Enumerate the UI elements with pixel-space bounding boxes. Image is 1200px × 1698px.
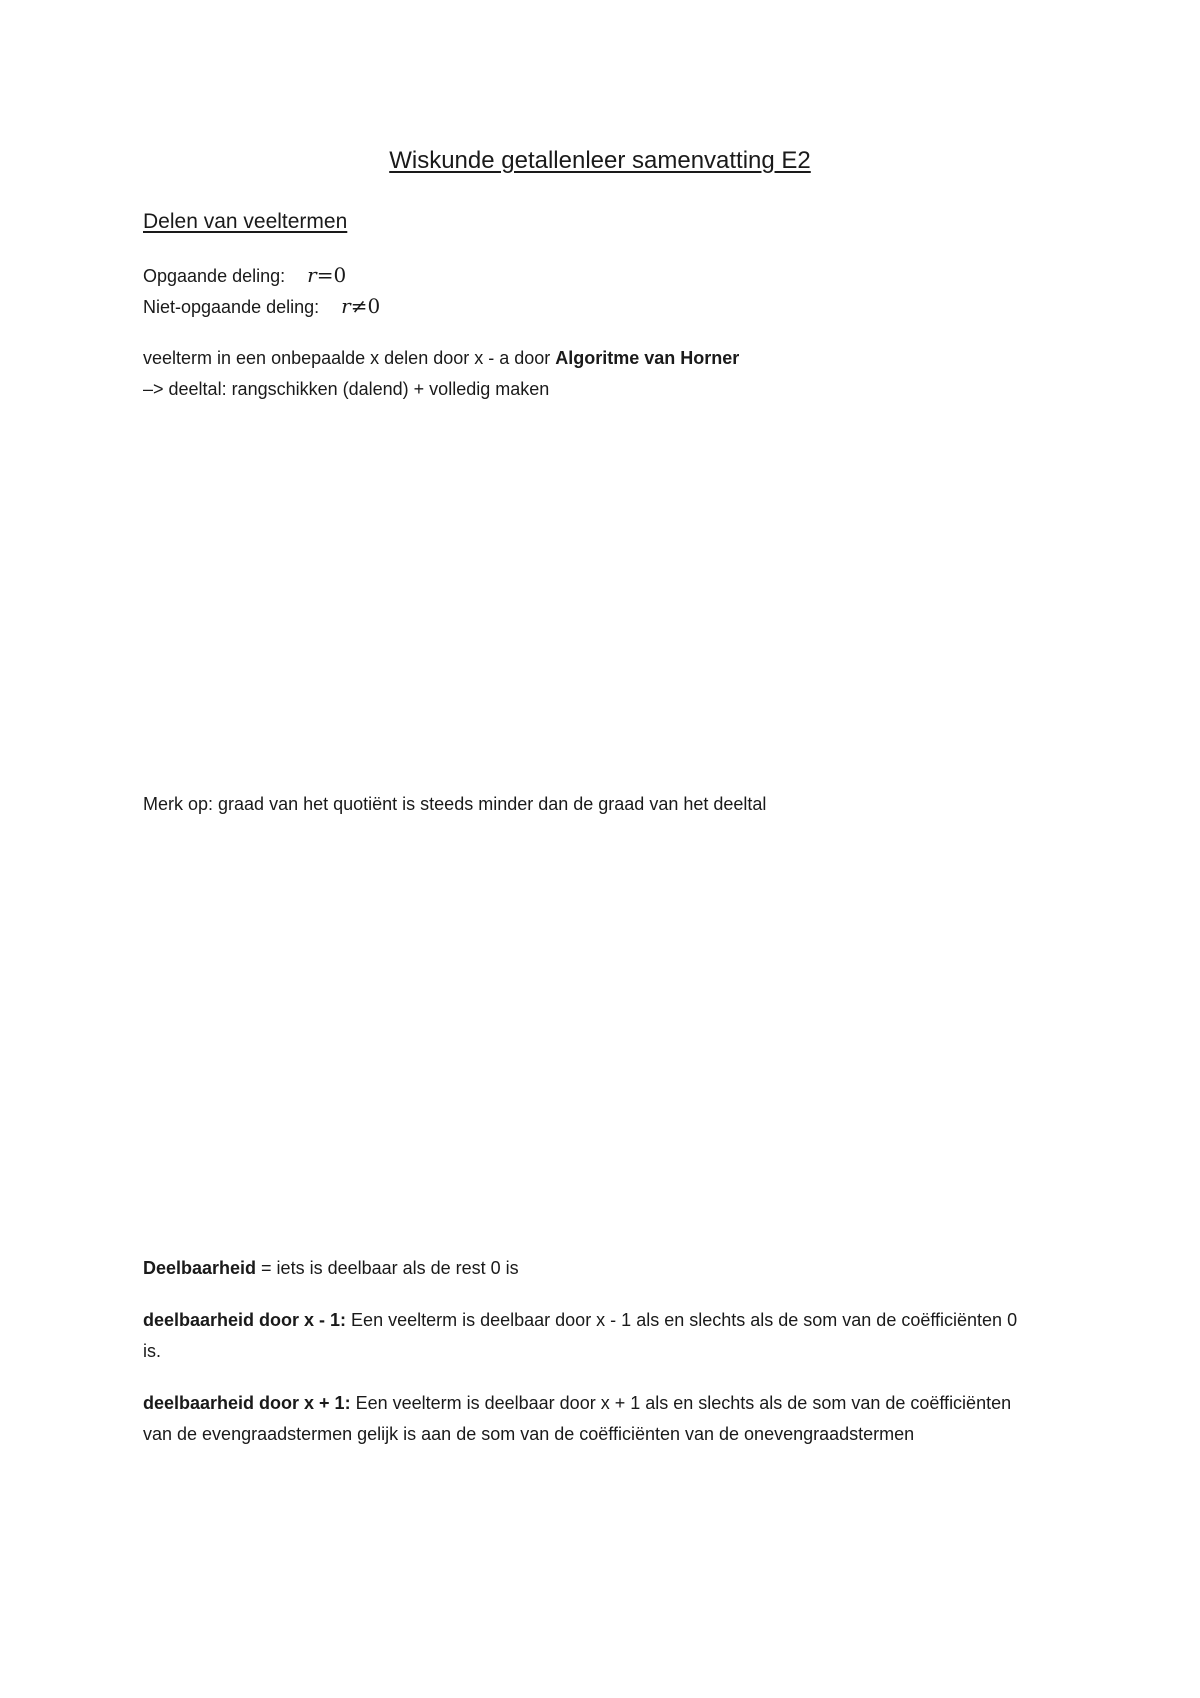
formula-variable: r (341, 294, 351, 318)
formula-variable: r (307, 263, 317, 287)
divisibility-definition (143, 1253, 519, 1284)
page-title: Wiskunde getallenleer samenvatting E2 (389, 147, 811, 174)
opgaande-deling-line (143, 260, 346, 292)
rule-title: deelbaarheid door x - 1: (143, 1310, 347, 1330)
rule-text: Een veelterm is deelbaar door x + 1 als en slechts als de som van de coëfficiënten van de evengraadstermen gelijk is aan de som van de coëfficiënten van de onevengraadstermen (143, 1393, 1012, 1444)
formula-operator: ≠ (350, 294, 368, 318)
deeltal-line: –> deeltal: rangschikken (dalend) + volledig maken (143, 379, 550, 399)
section-heading: Delen van veeltermen (143, 210, 348, 233)
horner-term: Algoritme van Horner (555, 348, 740, 368)
formula-value: 0 (333, 263, 347, 287)
divisibility-rule-x-plus-1 (143, 1388, 1023, 1450)
note-label: Merk op: (143, 794, 219, 814)
formula-value: 0 (367, 294, 381, 318)
note-text: graad van het quotiënt is steeds minder dan de graad van het deeltal (218, 794, 767, 814)
niet-opgaande-deling-formula (341, 294, 380, 318)
opgaande-deling-label: Opgaande deling: (143, 266, 286, 286)
rule-title: deelbaarheid door x + 1: (143, 1393, 351, 1413)
formula-operator: = (316, 263, 334, 287)
rule-text: Een veelterm is deelbaar door x - 1 als en slechts als de som van de coëfficiënten 0 is. (143, 1310, 1018, 1361)
horner-text: veelterm in een onbepaalde x delen door x - a door (143, 348, 556, 368)
niet-opgaande-deling-label: Niet-opgaande deling: (143, 297, 320, 317)
opgaande-deling-formula (307, 263, 346, 287)
divisibility-term: Deelbaarheid (143, 1258, 257, 1278)
note-line (143, 789, 766, 820)
horner-line (143, 343, 739, 374)
divisibility-rule-x-minus-1 (143, 1305, 1023, 1367)
niet-opgaande-deling-line (143, 291, 380, 323)
divisibility-definition-text: = iets is deelbaar als de rest 0 is (256, 1258, 519, 1278)
